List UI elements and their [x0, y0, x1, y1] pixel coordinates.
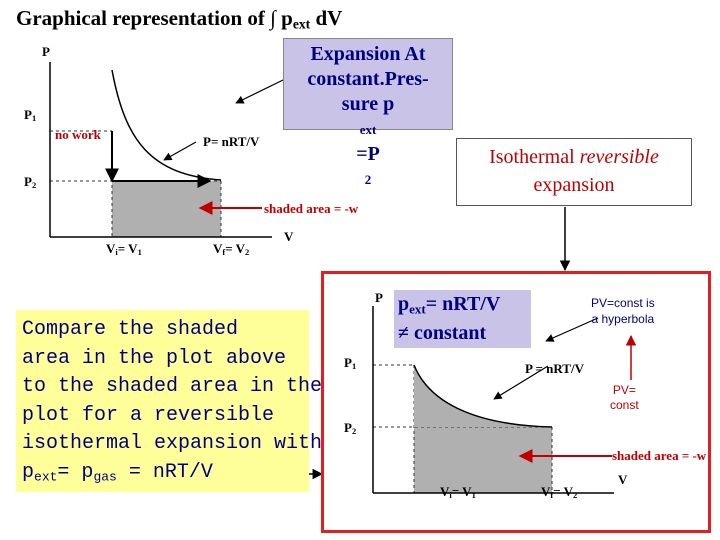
bottom-p-axis-label: P: [375, 290, 383, 305]
arrow-expansion-box: [236, 80, 283, 103]
top-vf-label: $V_f= V_2$: [213, 241, 250, 258]
expansion-line3: sure p ext =P 2: [341, 93, 395, 187]
top-shaded-label: shaded area = -w: [264, 201, 359, 216]
page-title: Graphical representation of ∫ $p_{ext}$ dV: [16, 6, 343, 32]
pext-line2: ≠ constant: [398, 322, 487, 345]
bottom-curve-label: P = nRT/V: [525, 361, 584, 376]
top-curve-label: P= nRT/V: [203, 134, 260, 149]
compare-line1: Compare the shaded: [22, 318, 239, 341]
top-v-axis-label: V: [284, 229, 294, 244]
bottom-p1-label: $P_1$: [344, 355, 357, 372]
expansion-line1: Expansion At: [310, 43, 426, 65]
expansion-box: [283, 38, 453, 187]
top-vi-label: $V_i= V_1$: [106, 241, 142, 258]
bottom-vi-label: $V_i= V_1$: [440, 484, 476, 501]
bottom-vf-label: $V_f= V_2$: [541, 484, 578, 501]
compare-line5: isothermal expansion with: [22, 432, 323, 455]
compare-line3: to the shaded area in the: [22, 375, 323, 398]
top-p-axis-label: P: [42, 44, 50, 59]
pv-const-red-note: PV= const: [610, 383, 639, 412]
compare-line6: $p_{ext}= p_{gas} = nRT/V$: [22, 460, 213, 484]
bottom-p2-label: $P_2$: [344, 420, 357, 437]
no-work-label: no work: [55, 127, 101, 142]
top-hyperbola: [112, 70, 221, 180]
isothermal-line1: Isothermal reversible: [489, 146, 659, 168]
pext-box: [394, 290, 531, 348]
expansion-line2: constant.Pres-: [307, 68, 429, 90]
top-p1-label: $P_1$: [24, 107, 37, 124]
compare-text: [22, 316, 322, 491]
compare-line2: area in the plot above: [22, 346, 287, 370]
isothermal-box: [456, 138, 692, 206]
arrow-curve-label: [164, 142, 196, 160]
isothermal-line2: expansion: [533, 174, 615, 196]
bottom-shaded-label: shaded area = -w: [612, 448, 707, 463]
bottom-v-axis-label: V: [618, 472, 628, 487]
top-p2-label: $P_2$: [24, 174, 37, 191]
pext-line1: $p_{ext}= nRT/V$: [398, 293, 501, 317]
pvconst-note: PV=const is a hyperbola: [591, 296, 655, 326]
compare-line4: plot for a reversible: [22, 403, 275, 427]
